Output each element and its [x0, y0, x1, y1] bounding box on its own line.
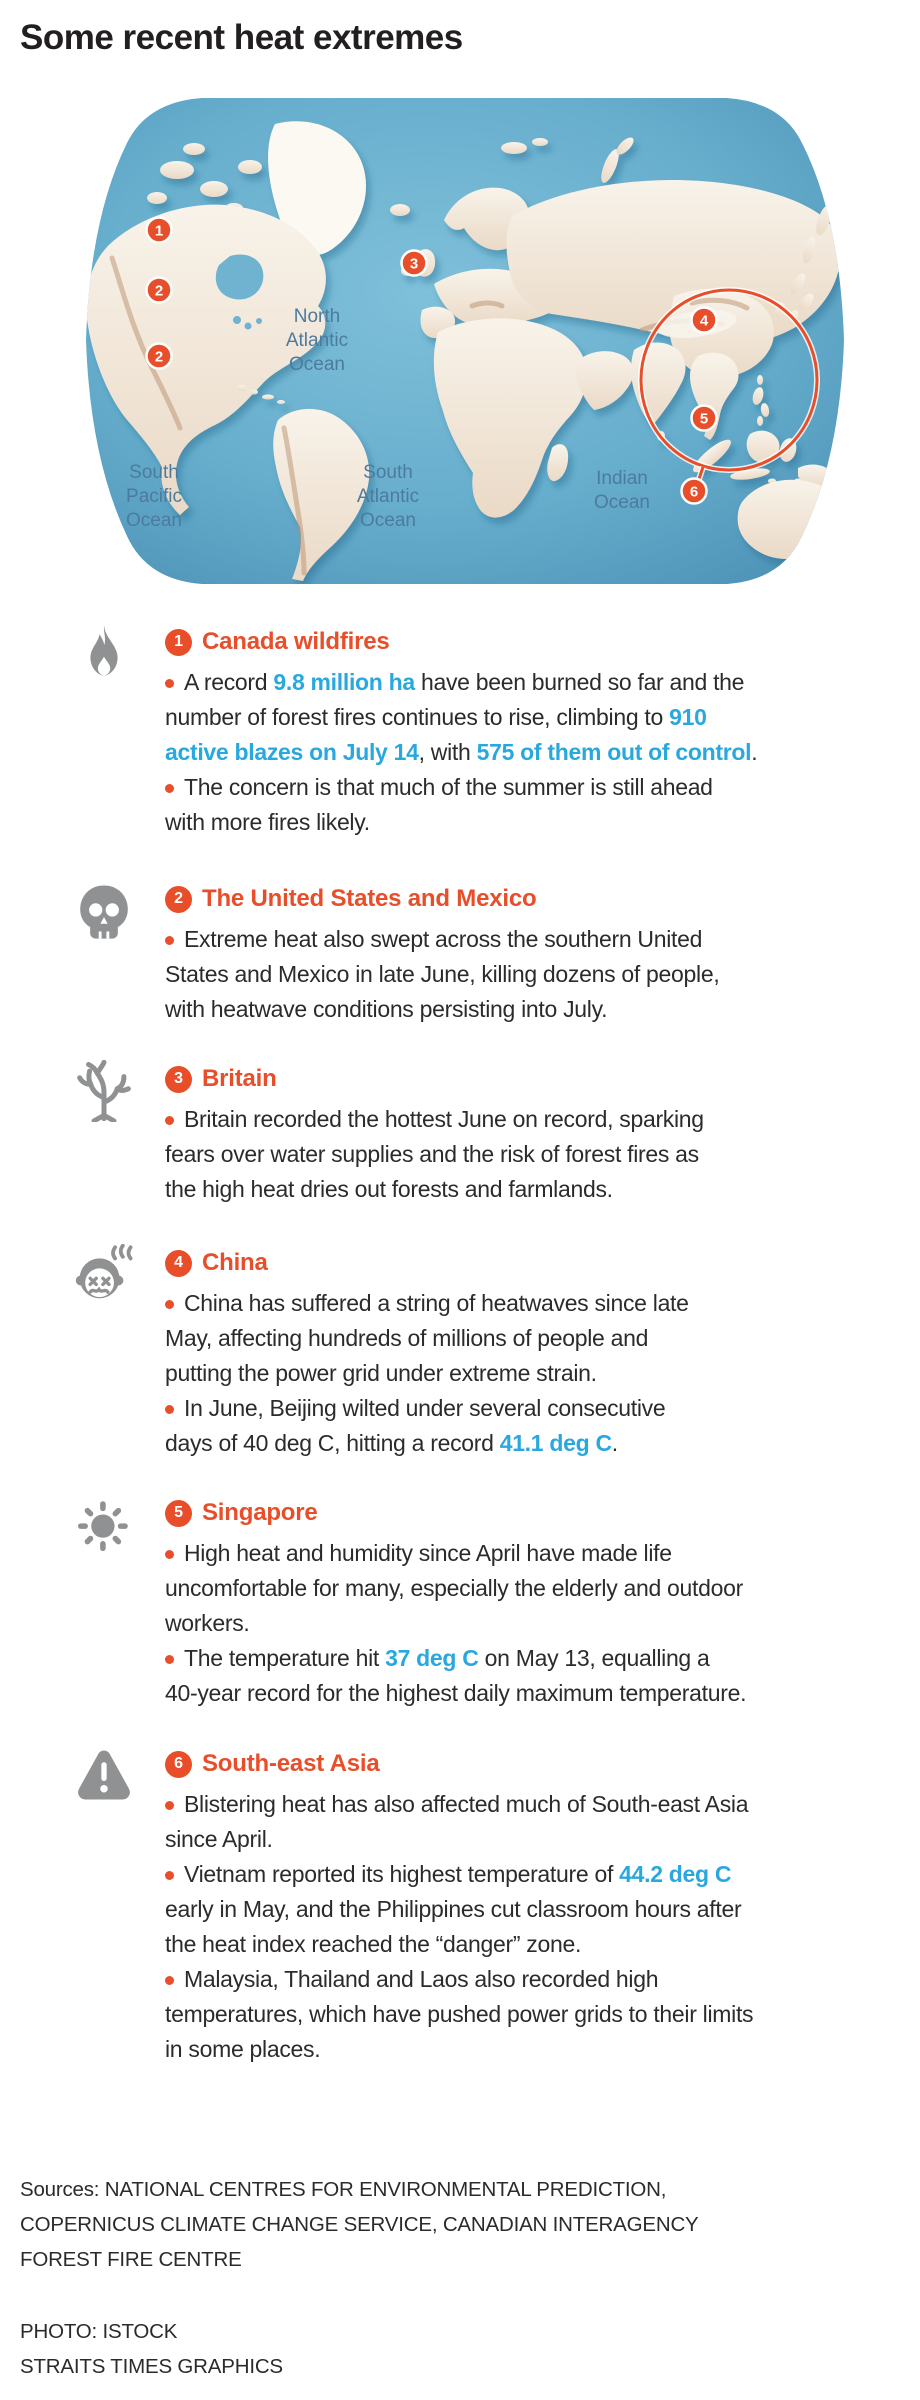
section-body — [165, 1102, 877, 1207]
body-line: temperatures, which have pushed power grids to their limits — [165, 2001, 754, 2027]
heading-badge: 3 — [165, 1066, 192, 1093]
section-body — [165, 922, 877, 1027]
bullet-dot — [165, 1976, 174, 1985]
bullet-dot — [165, 1871, 174, 1880]
map-marker-3 — [402, 251, 427, 276]
body-line: 40-year record for the highest daily maximum temperature. — [165, 1680, 747, 1706]
bullet-dot — [165, 1801, 174, 1810]
credit-line: PHOTO: ISTOCK — [20, 2320, 178, 2343]
skull-icon — [73, 880, 135, 942]
svg-text:1: 1 — [154, 222, 164, 240]
warning-triangle-icon — [73, 1745, 135, 1807]
bullet-dot — [165, 784, 174, 793]
body-line: the heat index reached the “danger” zone. — [165, 1931, 582, 1957]
section-heading-label: China — [202, 1249, 268, 1276]
body-line: May, affecting hundreds of millions of people and — [165, 1325, 649, 1351]
page-title: Some recent heat extremes — [20, 18, 463, 57]
section-heading-label: Britain — [202, 1065, 277, 1092]
world-map — [82, 88, 847, 593]
map-marker-2 — [147, 278, 172, 303]
dead-tree-icon — [73, 1060, 135, 1122]
body-line: Malaysia, Thailand and Laos also recorded high — [165, 1962, 877, 1997]
section-heading — [165, 1747, 877, 1781]
heading-badge: 6 — [165, 1751, 192, 1778]
section-body — [165, 1536, 877, 1711]
body-line: States and Mexico in late June, killing dozens of people, — [165, 961, 720, 987]
map-marker-6 — [682, 479, 707, 504]
sun-icon — [73, 1494, 135, 1556]
body-line: The temperature hit 37 deg C on May 13, equalling a — [165, 1641, 877, 1676]
body-line: fears over water supplies and the risk of forest fires as — [165, 1141, 699, 1167]
body-line: with heatwave conditions persisting into July. — [165, 996, 608, 1022]
bullet-dot — [165, 1550, 174, 1559]
photo-credit — [20, 2314, 283, 2384]
bullet-dot — [165, 1116, 174, 1125]
svg-text:5: 5 — [699, 410, 709, 428]
australia — [738, 480, 843, 559]
body-line: number of forest fires continues to rise, climbing to 910 — [165, 704, 707, 730]
body-line: early in May, and the Philippines cut classroom hours after — [165, 1896, 742, 1922]
ocean-label-indian-ocean: Indian Ocean — [594, 468, 650, 513]
heading-badge: 4 — [165, 1250, 192, 1277]
section-heading-label: Singapore — [202, 1499, 318, 1526]
body-line: Extreme heat also swept across the southern United — [165, 922, 877, 957]
flame-icon — [73, 623, 135, 685]
section-us-mexico — [165, 882, 877, 1027]
body-line: Vietnam reported its highest temperature of 44.2 deg C — [165, 1857, 877, 1892]
ocean-label-south-atlantic-ocean: South Atlantic Ocean — [356, 462, 420, 531]
section-canada-wildfires — [165, 625, 877, 840]
body-line: The concern is that much of the summer is still ahead — [165, 770, 877, 805]
sources-line: Sources: NATIONAL CENTRES FOR ENVIRONMENTAL PREDICTION, — [20, 2178, 667, 2201]
bullet-dot — [165, 1405, 174, 1414]
bullet-dot — [165, 936, 174, 945]
ocean-label-south-pacific-ocean: South Pacific Ocean — [126, 462, 182, 531]
sources-line: FOREST FIRE CENTRE — [20, 2248, 242, 2271]
body-line: China has suffered a string of heatwaves since late — [165, 1286, 877, 1321]
overheated-face-icon — [73, 1244, 135, 1306]
body-line: active blazes on July 14, with 575 of them out of control. — [165, 739, 758, 765]
bullet-dot — [165, 1655, 174, 1664]
heading-badge: 1 — [165, 629, 192, 656]
body-line: days of 40 deg C, hitting a record 41.1 deg C. — [165, 1430, 618, 1456]
svg-text:3: 3 — [409, 255, 419, 273]
body-line: Blistering heat has also affected much of South-east Asia — [165, 1787, 877, 1822]
section-body — [165, 665, 877, 840]
section-britain — [165, 1062, 877, 1207]
bullet-dot — [165, 679, 174, 688]
section-heading — [165, 1496, 877, 1530]
credit-line: STRAITS TIMES GRAPHICS — [20, 2355, 283, 2378]
body-line: workers. — [165, 1610, 250, 1636]
body-line: since April. — [165, 1826, 273, 1852]
section-heading — [165, 1062, 877, 1096]
body-line: A record 9.8 million ha have been burned so far and the — [165, 665, 877, 700]
ocean-label-north-atlantic-ocean: North Atlantic Ocean — [285, 306, 349, 375]
sources-line: COPERNICUS CLIMATE CHANGE SERVICE, CANADIAN INTERAGENCY — [20, 2213, 699, 2236]
svg-text:6: 6 — [689, 483, 699, 501]
map-marker-1 — [147, 218, 172, 243]
map-marker-4 — [692, 308, 717, 333]
body-line: the high heat dries out forests and farmlands. — [165, 1176, 613, 1202]
section-china — [165, 1246, 877, 1461]
map-marker-5 — [692, 406, 717, 431]
bullet-dot — [165, 1300, 174, 1309]
body-line: putting the power grid under extreme strain. — [165, 1360, 597, 1386]
section-singapore — [165, 1496, 877, 1711]
section-body — [165, 1286, 877, 1461]
section-heading-label: Canada wildfires — [202, 628, 390, 655]
body-line: Britain recorded the hottest June on record, sparking — [165, 1102, 877, 1137]
body-line: uncomfortable for many, especially the elderly and outdoor — [165, 1575, 743, 1601]
svg-text:4: 4 — [699, 312, 709, 330]
taiwan — [757, 375, 763, 385]
map-marker-2 — [147, 344, 172, 369]
svg-text:2: 2 — [154, 282, 164, 300]
svg-text:2: 2 — [154, 348, 164, 366]
section-body — [165, 1787, 877, 2067]
section-heading-label: The United States and Mexico — [202, 885, 537, 912]
body-line: High heat and humidity since April have made life — [165, 1536, 877, 1571]
sources-text — [20, 2172, 699, 2277]
section-heading-label: South-east Asia — [202, 1750, 380, 1777]
body-line: In June, Beijing wilted under several consecutive — [165, 1391, 877, 1426]
body-line: in some places. — [165, 2036, 321, 2062]
section-heading — [165, 625, 877, 659]
section-southeast-asia — [165, 1747, 877, 2067]
body-line: with more fires likely. — [165, 809, 370, 835]
heading-badge: 5 — [165, 1500, 192, 1527]
heading-badge: 2 — [165, 886, 192, 913]
section-heading — [165, 1246, 877, 1280]
section-heading — [165, 882, 877, 916]
